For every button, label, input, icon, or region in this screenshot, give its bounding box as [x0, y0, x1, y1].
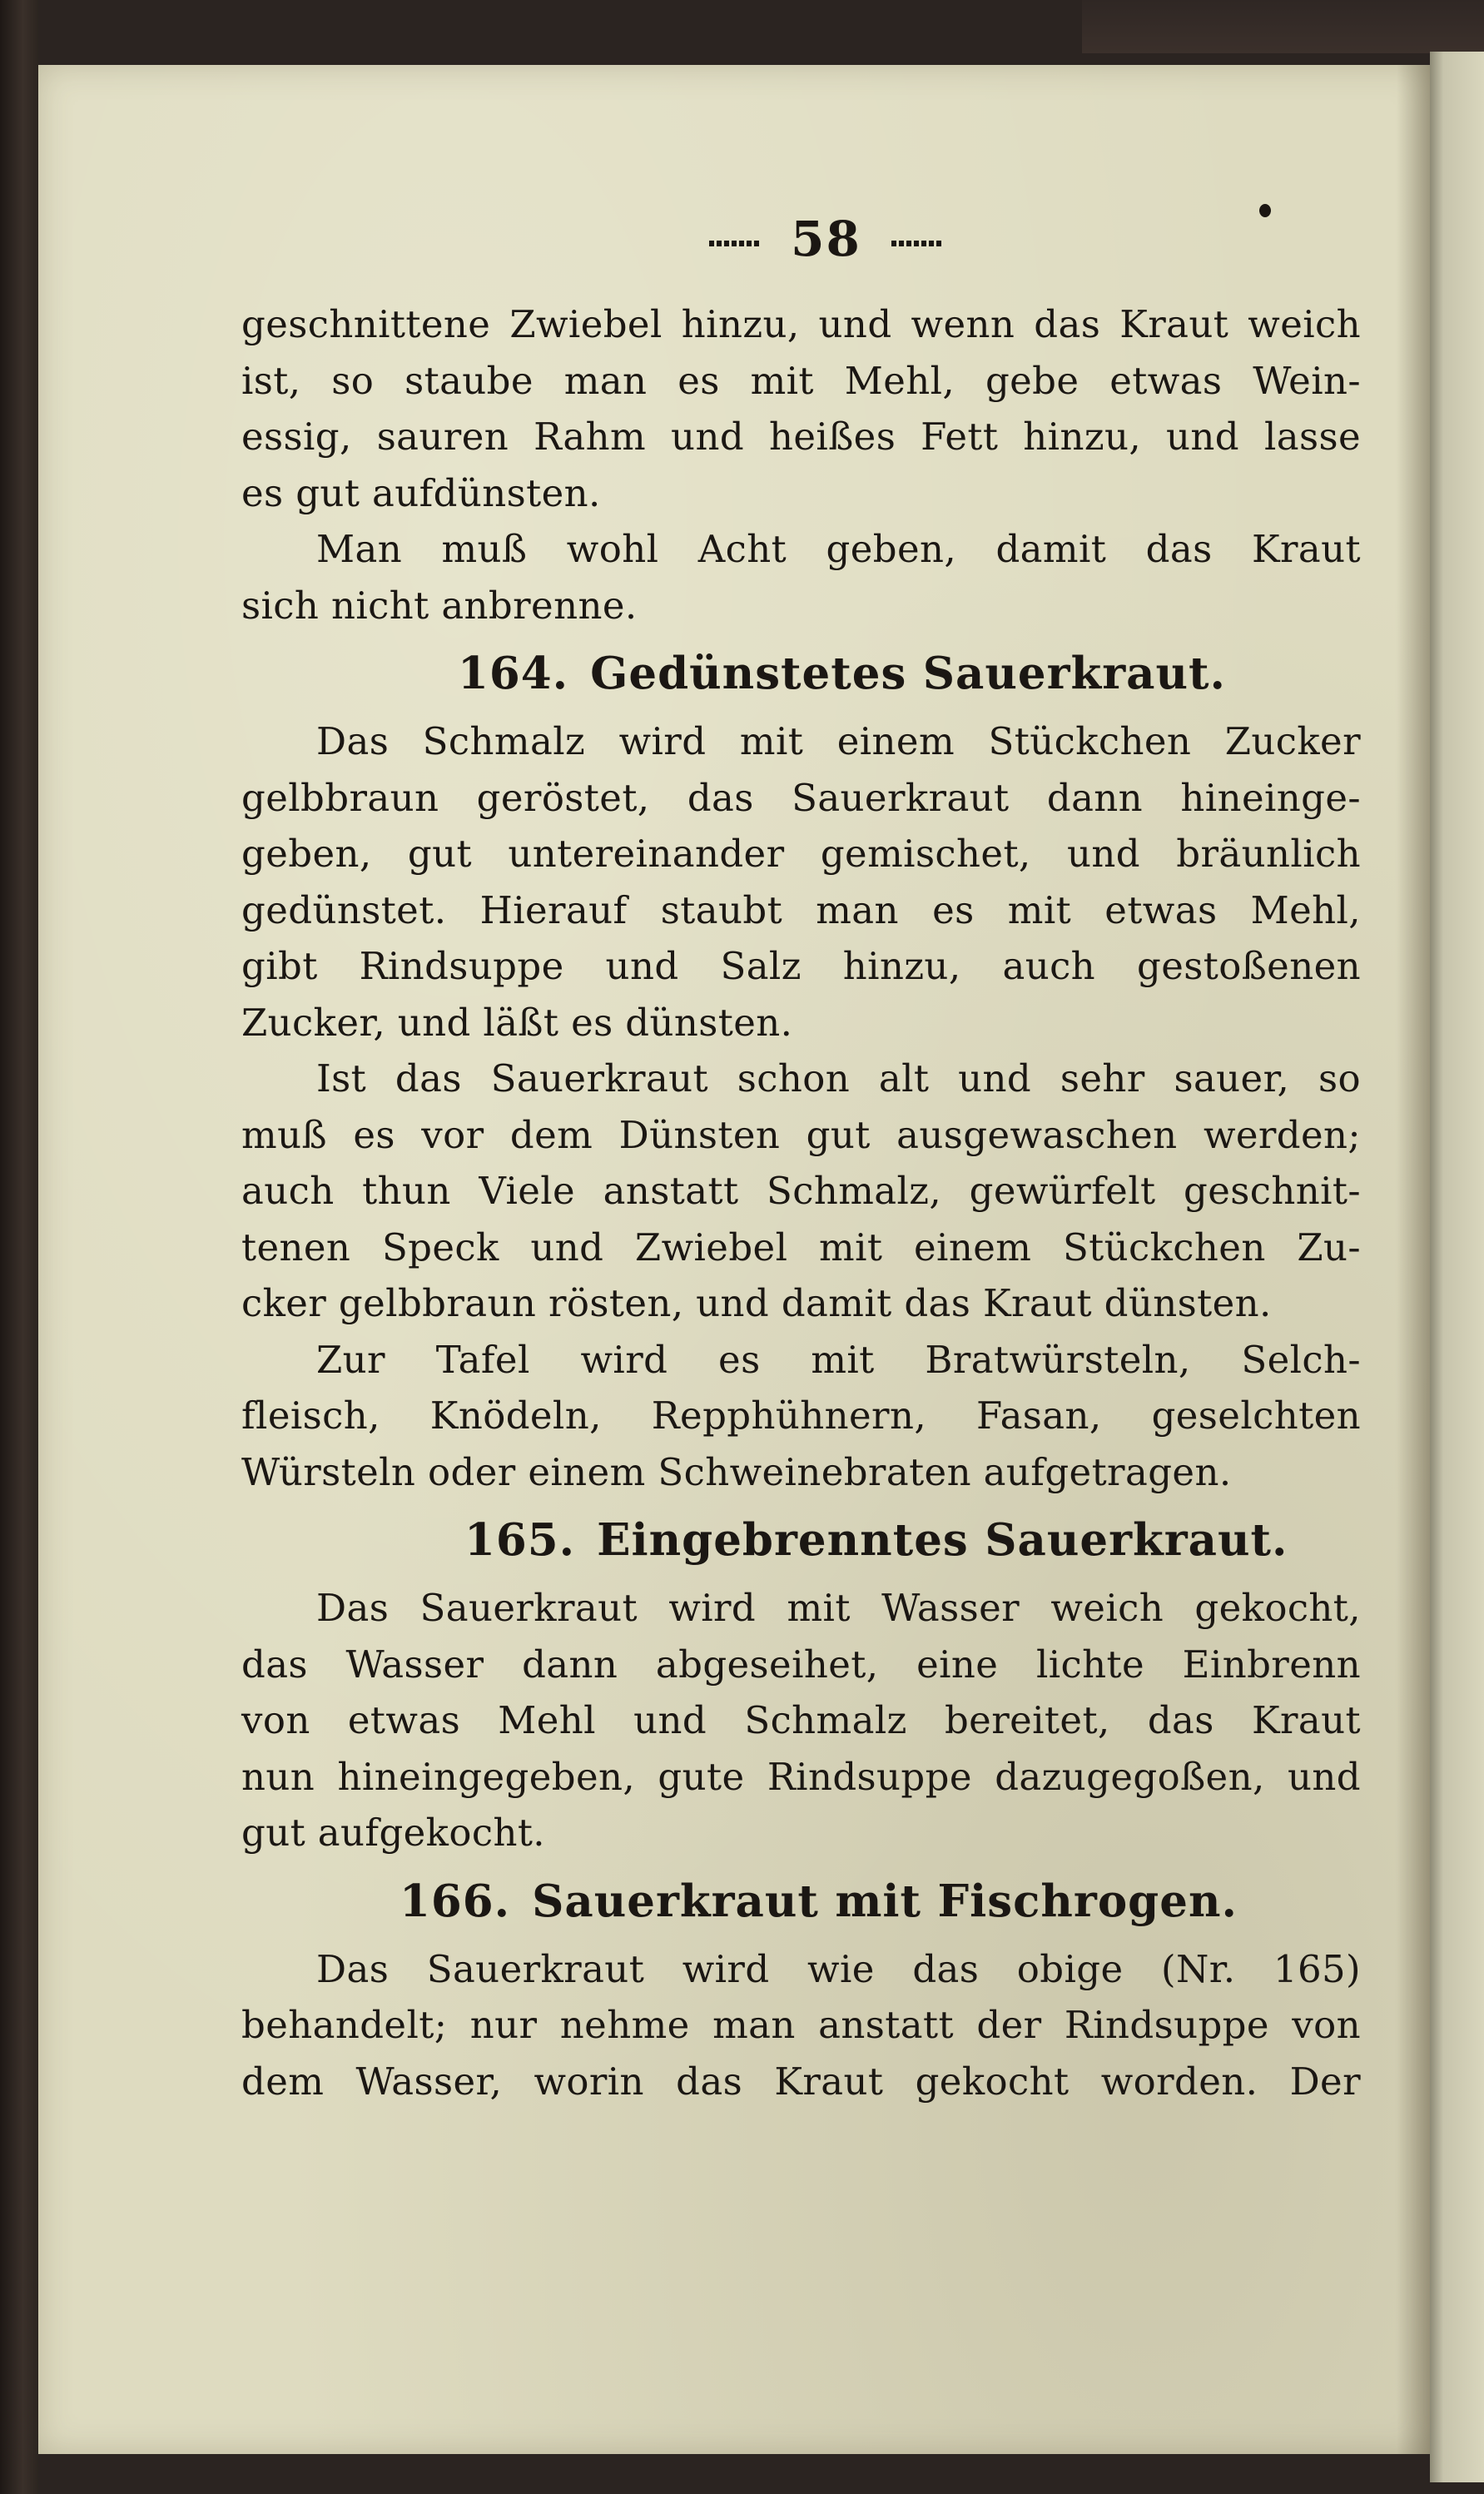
text-line: muß es vor dem Dünsten gut ausgewaschen werden; [241, 1112, 1361, 1157]
intro-paragraph [241, 296, 1361, 521]
text-line: Würsteln oder einem Schweinebraten aufgetragen. [241, 1449, 1232, 1494]
page-header [291, 211, 1361, 267]
recipe-heading-164 [241, 637, 1361, 710]
page-text [241, 211, 1361, 2109]
text-line: fleisch, Knödeln, Repphühnern, Fasan, geselchten [241, 1394, 1361, 1438]
text-line: das Wasser dann abgeseihet, eine lichte Einbrenn [241, 1642, 1361, 1687]
text-line: Ist das Sauerkraut schon alt und sehr sauer, so [316, 1056, 1361, 1100]
text-line: Das Sauerkraut wird wie das obige (Nr. 165) [316, 1946, 1361, 1991]
book-cover-edge [1082, 0, 1484, 53]
text-line: gelbbraun geröstet, das Sauerkraut dann hineinge- [241, 775, 1361, 820]
text-line: auch thun Viele anstatt Schmalz, gewürfelt geschnit- [241, 1169, 1361, 1213]
header-dash-left [709, 241, 761, 246]
text-line: dem Wasser, worin das Kraut gekocht worden. Der [241, 2059, 1361, 2104]
text-line: Das Sauerkraut wird mit Wasser weich gekocht, [316, 1586, 1361, 1630]
text-line: von etwas Mehl und Schmalz bereitet, das Kraut [241, 1698, 1361, 1742]
recipe-title: Sauerkraut mit Fischrogen. [532, 1875, 1238, 1927]
intro-note-paragraph [241, 521, 1361, 633]
recipe-164-paragraph-2 [241, 1051, 1361, 1332]
text-line: Das Schmalz wird mit einem Stückchen Zucker [316, 719, 1361, 763]
book-binding-edge [0, 0, 38, 2494]
text-line: es gut aufdünsten. [241, 470, 601, 515]
recipe-166-paragraph-1 [241, 1941, 1361, 2110]
recipe-number: 164. [458, 648, 569, 699]
page-number: 58 [791, 211, 861, 267]
recipe-number: 166. [400, 1875, 511, 1927]
text-line: geben, gut untereinander gemischet, und bräunlich [241, 832, 1361, 876]
recipe-heading-166 [241, 1865, 1361, 1938]
text-line: gibt Rindsuppe und Salz hinzu, auch gestoßenen [241, 944, 1361, 988]
recipe-title: Eingebrenntes Sauerkraut. [597, 1514, 1288, 1566]
recipe-164-paragraph-3 [241, 1332, 1361, 1501]
recipe-165-paragraph-1 [241, 1580, 1361, 1861]
text-line: Zur Tafel wird es mit Bratwürsteln, Selch- [316, 1337, 1361, 1382]
text-line: Man muß wohl Acht geben, damit das Kraut [316, 527, 1361, 571]
text-line: ist, so staube man es mit Mehl, gebe etwas Wein- [241, 358, 1361, 403]
text-line: cker gelbbraun rösten, und damit das Kraut dünsten. [241, 1281, 1272, 1325]
text-line: essig, sauren Rahm und heißes Fett hinzu, und lasse [241, 415, 1361, 459]
facing-page-edge [1430, 52, 1484, 2482]
recipe-number: 165. [464, 1514, 576, 1566]
text-line: gedünstet. Hierauf staubt man es mit etwas Mehl, [241, 887, 1361, 932]
text-line: sich nicht anbrenne. [241, 583, 638, 628]
header-dash-right [891, 241, 943, 246]
recipe-heading-165 [241, 1503, 1361, 1577]
text-line: geschnittene Zwiebel hinzu, und wenn das Kraut weich [241, 302, 1361, 346]
text-line: tenen Speck und Zwiebel mit einem Stückchen Zu- [241, 1225, 1361, 1269]
gutter-shadow [1397, 65, 1430, 2454]
recipe-164-paragraph-1 [241, 713, 1361, 1051]
text-line: gut aufgekocht. [241, 1811, 546, 1855]
recipe-title: Gedünstetes Sauerkraut. [590, 648, 1226, 699]
text-line: behandelt; nur nehme man anstatt der Rindsuppe von [241, 2003, 1361, 2047]
text-line: Zucker, und läßt es dünsten. [241, 1000, 793, 1045]
text-line: nun hineingegeben, gute Rindsuppe dazugegoßen, und [241, 1754, 1361, 1799]
